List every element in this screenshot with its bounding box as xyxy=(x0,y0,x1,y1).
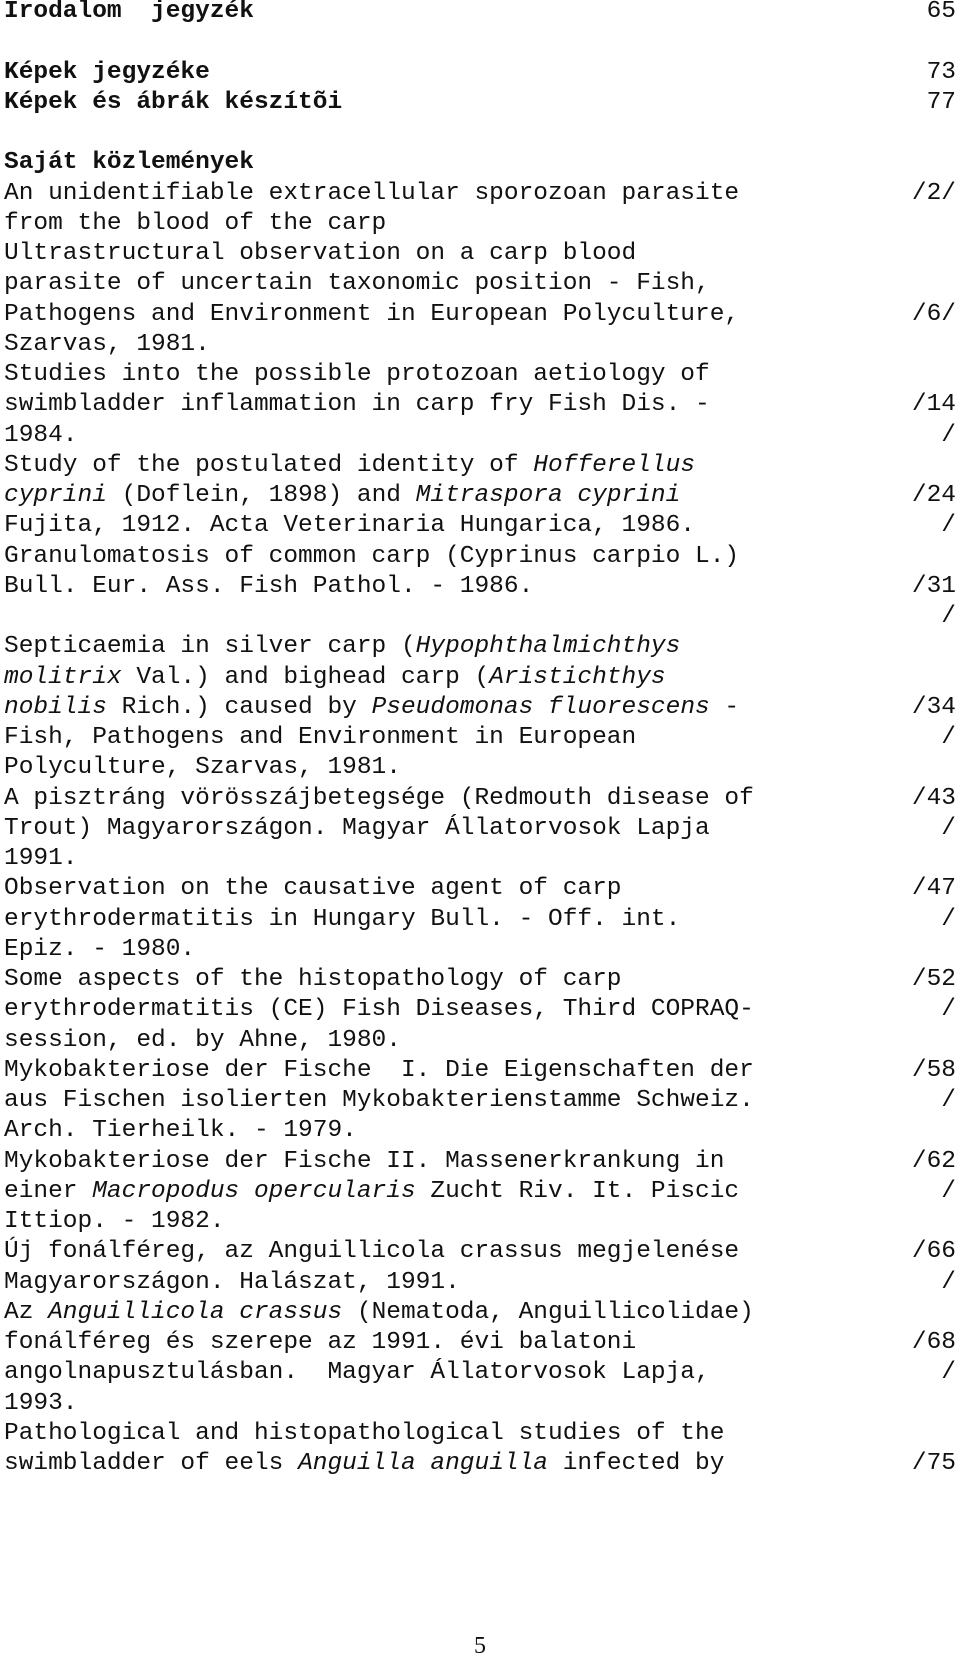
text-line xyxy=(4,904,956,936)
page-reference: / xyxy=(941,905,956,933)
italic-text: Aristichthys xyxy=(489,663,666,691)
italic-text: Pseudomonas fluorescens xyxy=(371,693,710,721)
text-segment: erythrodermatitis (CE) Fish Diseases, Third COPRAQ- xyxy=(4,996,754,1024)
text-line xyxy=(4,450,956,482)
text-segment: Új fonálféreg, az Anguillicola crassus megjelenése xyxy=(4,1238,740,1266)
page-number: 5 xyxy=(474,1633,486,1659)
text-segment: Fujita, 1912. Acta Veterinaria Hungarica, 1986. xyxy=(4,512,696,540)
entry-text xyxy=(4,934,195,966)
text-segment: parasite of uncertain taxonomic position - Fish, xyxy=(4,270,710,298)
page-reference: /43 xyxy=(911,784,956,812)
page-reference: /34 xyxy=(911,693,956,721)
entry-text xyxy=(4,238,636,270)
text-segment: Arch. Tierheilk. - 1979. xyxy=(4,1117,357,1145)
page-reference: /52 xyxy=(911,966,956,993)
text-line xyxy=(4,1085,956,1117)
italic-text: Anguillicola crassus xyxy=(48,1298,343,1326)
text-segment: 1991. xyxy=(4,845,78,872)
text-line xyxy=(4,268,956,300)
page-reference: /2/ xyxy=(911,179,956,207)
text-line xyxy=(4,420,956,452)
text-segment: Magyarországon. Halászat, 1991. xyxy=(4,1268,460,1296)
page-reference: 65 xyxy=(926,0,956,25)
page-reference: / xyxy=(941,1177,956,1205)
entry-text xyxy=(4,1085,754,1117)
page-reference: / xyxy=(941,1268,956,1296)
text-segment: Val.) and bighead carp ( xyxy=(121,663,490,691)
text-line xyxy=(4,178,956,210)
entry-text xyxy=(4,1327,636,1359)
text-line xyxy=(4,1025,956,1057)
text-line xyxy=(4,662,956,694)
text-segment: Szarvas, 1981. xyxy=(4,330,210,358)
page-reference: /31 xyxy=(911,572,956,600)
text-line xyxy=(4,541,956,573)
text-line xyxy=(4,692,956,724)
text-segment: Pathogens and Environment in European Polyculture, xyxy=(4,300,740,328)
text-line xyxy=(4,722,956,754)
text-segment: Saját közlemények xyxy=(4,149,254,177)
text-segment: A pisztráng vörösszájbetegsége (Redmouth disease of xyxy=(4,784,754,812)
text-segment: Trout) Magyarországon. Magyar Állatorvosok Lapja xyxy=(4,814,710,842)
text-segment: - xyxy=(709,693,740,721)
entry-text xyxy=(4,510,695,542)
text-segment: Some aspects of the histopathology of carp xyxy=(4,966,622,993)
text-line xyxy=(4,1388,956,1420)
text-segment: Mykobakteriose der Fische I. Die Eigenschaften der xyxy=(4,1056,754,1084)
entry-text xyxy=(4,57,210,89)
text-segment: Képek és ábrák készítõi xyxy=(4,88,343,116)
text-segment: (Nematoda, Anguillicolidae) xyxy=(342,1298,754,1326)
italic-text: Anguilla anguilla xyxy=(298,1450,549,1477)
entry-text xyxy=(4,87,342,119)
entry-text xyxy=(4,420,78,452)
entry-text xyxy=(4,994,754,1026)
text-line xyxy=(4,147,956,179)
text-line xyxy=(4,238,956,270)
page-reference: / xyxy=(941,512,956,540)
text-line xyxy=(4,359,956,391)
entry-text xyxy=(4,571,533,603)
entry-text xyxy=(4,178,739,210)
text-line xyxy=(4,571,956,603)
italic-text: nobilis xyxy=(4,693,107,721)
page-reference: / xyxy=(941,1359,956,1387)
text-segment: infected by xyxy=(548,1450,725,1477)
text-line xyxy=(4,299,956,331)
text-segment: Rich.) caused by xyxy=(106,693,372,721)
entry-text xyxy=(4,1357,710,1389)
text-segment: Mykobakteriose der Fische II. Massenerkrankung in xyxy=(4,1147,725,1175)
text-line xyxy=(4,783,956,815)
entry-text xyxy=(4,843,78,875)
entry-text xyxy=(4,1176,739,1208)
text-line xyxy=(4,813,956,845)
entry-text xyxy=(4,1206,225,1238)
entry-text xyxy=(4,783,754,815)
text-segment: Epiz. - 1980. xyxy=(4,935,196,963)
entry-text xyxy=(4,329,210,361)
entry-text xyxy=(4,1418,724,1450)
text-segment: swimbladder inflammation in carp fry Fish Dis. - xyxy=(4,391,710,419)
text-segment: 1993. xyxy=(4,1389,78,1417)
text-line xyxy=(4,510,956,542)
text-segment: 1984. xyxy=(4,421,78,449)
text-line xyxy=(4,934,956,966)
entry-text xyxy=(4,147,254,179)
entry-text xyxy=(4,480,680,512)
text-line xyxy=(4,1418,956,1450)
entry-text xyxy=(4,1297,754,1329)
entry-text xyxy=(4,631,680,663)
text-segment: fonálféreg és szerepe az 1991. évi balatoni xyxy=(4,1329,637,1356)
entry-text xyxy=(4,1115,357,1147)
text-segment: einer xyxy=(4,1177,93,1205)
text-segment: An unidentifiable extracellular sporozoan parasite xyxy=(4,179,740,207)
entry-text xyxy=(4,541,739,573)
text-line xyxy=(4,1357,956,1389)
text-segment: Képek jegyzéke xyxy=(4,58,210,86)
text-segment: swimbladder of eels xyxy=(4,1450,299,1477)
text-segment: aus Fischen isolierten Mykobakterienstamme Schweiz. xyxy=(4,1087,754,1114)
text-segment: Study of the postulated identity of xyxy=(4,451,534,479)
text-segment: Studies into the possible protozoan aetiology of xyxy=(4,361,710,388)
page-reference: /47 xyxy=(911,875,956,903)
entry-text xyxy=(4,450,695,482)
text-line xyxy=(4,994,956,1026)
text-line xyxy=(4,1448,956,1480)
text-line xyxy=(4,0,956,28)
entry-text xyxy=(4,1267,460,1299)
page-reference: /24 xyxy=(911,482,956,509)
text-line xyxy=(4,389,956,421)
italic-text: Hypophthalmichthys xyxy=(415,633,681,661)
entry-text xyxy=(4,964,622,996)
text-line xyxy=(4,1236,956,1268)
page-reference: / xyxy=(941,996,956,1024)
italic-text: Macropodus opercularis xyxy=(92,1177,416,1205)
page-reference: / xyxy=(941,603,956,630)
text-line xyxy=(4,631,956,663)
text-segment: Granulomatosis of common carp (Cyprinus carpio L.) xyxy=(4,542,740,570)
entry-text xyxy=(4,692,739,724)
text-line xyxy=(4,1297,956,1329)
text-line xyxy=(4,843,956,875)
page-reference: /62 xyxy=(911,1147,956,1175)
text-line xyxy=(4,1115,956,1147)
text-line xyxy=(4,57,956,89)
entry-text xyxy=(4,1025,401,1057)
text-line xyxy=(4,208,956,240)
text-segment: session, ed. by Ahne, 1980. xyxy=(4,1026,401,1054)
text-segment: Septicaemia in silver carp ( xyxy=(4,633,416,661)
page-reference: / xyxy=(941,1087,956,1114)
entry-text xyxy=(4,1448,724,1480)
text-line xyxy=(4,873,956,905)
text-segment: from the blood of the carp xyxy=(4,209,387,237)
text-segment: Ultrastructural observation on a carp blood xyxy=(4,240,637,267)
page-reference: /68 xyxy=(911,1329,956,1356)
text-segment: angolnapusztulásban. Magyar Állatorvosok Lapja, xyxy=(4,1359,710,1387)
entry-text xyxy=(4,873,622,905)
entry-text xyxy=(4,268,710,300)
italic-text: Hofferellus xyxy=(533,451,696,479)
text-line xyxy=(4,1146,956,1178)
page-reference: /6/ xyxy=(911,300,956,328)
text-segment: Ittiop. - 1982. xyxy=(4,1208,225,1235)
text-line xyxy=(4,1206,956,1238)
page-reference: 73 xyxy=(926,58,956,86)
text-segment: (Doflein, 1898) and xyxy=(106,482,416,509)
text-line xyxy=(4,480,956,512)
entry-text xyxy=(4,752,401,784)
page-reference: / xyxy=(941,724,956,751)
text-line xyxy=(4,87,956,119)
entry-text xyxy=(4,389,710,421)
text-segment: Fish, Pathogens and Environment in European xyxy=(4,724,637,751)
text-line xyxy=(4,964,956,996)
text-line xyxy=(4,752,956,784)
page-reference: /75 xyxy=(911,1450,956,1477)
italic-text: molitrix xyxy=(4,663,122,691)
text-line xyxy=(4,329,956,361)
text-segment: Zucht Riv. It. Piscic xyxy=(415,1177,740,1205)
text-line xyxy=(4,1176,956,1208)
text-line xyxy=(4,1267,956,1299)
entry-text xyxy=(4,208,386,240)
entry-text xyxy=(4,662,666,694)
entry-text xyxy=(4,813,710,845)
text-segment: Polyculture, Szarvas, 1981. xyxy=(4,754,401,782)
entry-text xyxy=(4,722,636,754)
entry-text xyxy=(4,1236,739,1268)
page-reference: /14 xyxy=(911,391,956,419)
text-line xyxy=(4,601,956,633)
page-reference: / xyxy=(941,814,956,842)
page-reference: /66 xyxy=(911,1238,956,1266)
entry-text xyxy=(4,1055,754,1087)
entry-text xyxy=(4,359,710,391)
text-line xyxy=(4,1055,956,1087)
entry-text xyxy=(4,1388,78,1420)
text-segment: Irodalom jegyzék xyxy=(4,0,254,25)
text-segment: Observation on the causative agent of carp xyxy=(4,875,622,903)
page-reference: 77 xyxy=(926,88,956,116)
entry-text xyxy=(4,904,680,936)
page-reference: / xyxy=(941,421,956,449)
text-segment: erythrodermatitis in Hungary Bull. - Off. int. xyxy=(4,905,681,933)
page-reference: /58 xyxy=(911,1056,956,1084)
text-segment: Bull. Eur. Ass. Fish Pathol. - 1986. xyxy=(4,572,534,600)
entry-text xyxy=(4,1146,724,1178)
italic-text: cyprini xyxy=(4,482,107,509)
text-segment: Az xyxy=(4,1298,49,1326)
entry-text xyxy=(4,0,254,28)
entry-text xyxy=(4,299,739,331)
text-segment: Pathological and histopathological studies of the xyxy=(4,1419,725,1447)
italic-text: Mitraspora cyprini xyxy=(415,482,681,509)
text-line xyxy=(4,1327,956,1359)
